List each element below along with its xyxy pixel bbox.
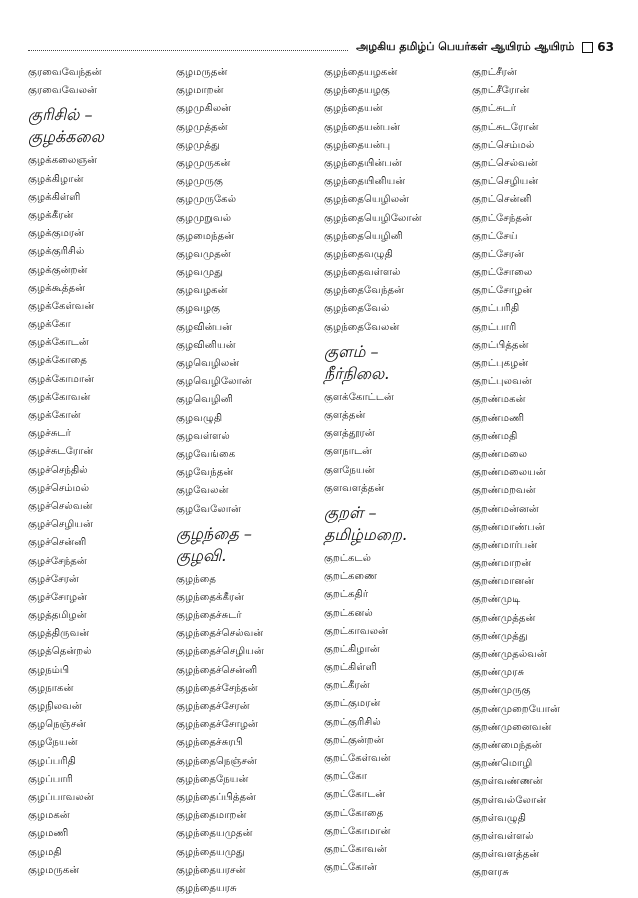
name-entry: குறட்சேய் (472, 230, 518, 242)
section-heading-line: நீர்நிலை. (324, 363, 390, 383)
name-entry: குறட்காவலன் (324, 625, 388, 637)
name-entry: குறட்புகழன் (472, 358, 529, 369)
name-entry: குரவைவேந்தன் (28, 67, 102, 78)
name-entry: குழக்கோன் (28, 410, 81, 421)
name-entry: குறட்சோலை (472, 267, 533, 279)
name-entry: குழப்பாரி (28, 773, 74, 785)
name-entry: குறட்கனல் (324, 607, 373, 619)
name-entry: குறட்குமரன் (324, 698, 381, 710)
name-entry: குழப்பாவலன் (28, 791, 94, 803)
name-entry: குழநேயன் (28, 737, 78, 749)
name-entry: குழத்தமிழன் (28, 610, 87, 622)
name-entry: குழச்சென்னி (28, 537, 87, 549)
section-heading (324, 502, 470, 546)
name-entry: குறட்கேள்வன் (324, 753, 391, 764)
name-entry: குழந்தையன் (324, 103, 383, 115)
dotted-leader (28, 50, 348, 51)
name-entry: குறட்கிள்ளி (324, 662, 377, 674)
name-entry: குழக்குமரன் (28, 228, 85, 240)
name-entry: குழவழுதி (176, 412, 223, 424)
name-entry: குறட்செழியன் (472, 176, 539, 188)
book-title: அழகிய தமிழ்ப் பெயர்கள் ஆயிரம் ஆயிரம் (356, 39, 575, 53)
name-entry: குறட்பித்தன் (472, 339, 529, 351)
section-heading-line: குறள் – (324, 502, 377, 522)
name-entry: குறட்சேரன் (472, 248, 525, 260)
name-entry: குறண்மன்னன் (472, 503, 539, 515)
section-heading-line: குளம் – (324, 341, 379, 361)
name-entry: குழமுத்து (176, 139, 220, 151)
name-entry: குழக்கோ (28, 319, 71, 331)
name-entry: குளவளத்தன் (324, 482, 385, 494)
name-entry: குழவமுது (176, 267, 224, 279)
name-column-3 (324, 64, 470, 874)
name-entry: குழமாறன் (176, 85, 224, 97)
name-entry: குறட்சோழன் (472, 285, 533, 297)
name-entry: குறட்கோடன் (324, 789, 386, 801)
name-entry: குழந்தையழகு (324, 85, 390, 97)
name-entry: குழந்தையின்பன் (324, 157, 402, 169)
name-entry: குறண்மலையன் (472, 467, 546, 479)
name-entry: குழந்தைச்சேந்தன் (176, 682, 258, 694)
name-entry: குழவினியன் (176, 339, 236, 351)
name-entry: குழவேலோன் (176, 503, 242, 515)
name-entry: குழச்சேரன் (28, 573, 79, 585)
name-entry: குழந்தைவேந்தன் (324, 285, 405, 297)
name-entry: குறட்கோதை (324, 807, 384, 819)
name-entry: குழமகன் (28, 810, 70, 822)
name-entry: குறண்மாறன் (472, 558, 532, 570)
name-entry: குழமணி (28, 828, 69, 840)
name-entry: குழக்கேள்வன் (28, 300, 95, 312)
name-entry: குறட்கோவன் (324, 843, 387, 855)
name-entry: குறள்வழுதி (472, 812, 527, 824)
name-entry: குழவள்ளல் (176, 430, 230, 442)
name-entry: குழந்தைச்சுடர் (176, 610, 242, 622)
name-entry: குறட்சீரன் (472, 67, 517, 78)
name-entry: குழந்தைநெஞ்சன் (176, 755, 257, 767)
name-entry: குழச்சுடர் (28, 428, 71, 440)
name-entry: குறட்கீரன் (324, 680, 370, 692)
name-entry: குழவின்பன் (176, 321, 233, 333)
name-entry: குழந்தையழகன் (324, 67, 398, 78)
name-entry: குழந்தைச்சேரன் (176, 701, 250, 712)
name-entry: குறண்மொழி (472, 758, 533, 770)
section-heading-line: குழந்தை – (176, 523, 252, 543)
name-column-4 (472, 64, 618, 879)
name-entry: குறட்புலவன் (472, 376, 532, 388)
name-entry: குறண்மார்பன் (472, 539, 538, 551)
name-entry: குழமுத்தன் (176, 121, 228, 133)
name-entry: குழக்கூத்தன் (28, 282, 86, 294)
name-entry: குழந்தையன்பன் (324, 121, 401, 133)
name-entry: குழந்தைக்கீரன் (176, 591, 245, 603)
name-entry: குழமைந்தன் (176, 230, 235, 242)
name-entry: குழவேந்தன் (176, 467, 234, 479)
name-entry: குழச்சுடரோன் (28, 446, 94, 458)
name-entry: குழந்தைச்சோழன் (176, 719, 258, 731)
name-entry: குறட்கோமான் (324, 825, 391, 837)
name-entry: குழமுகிலன் (176, 103, 232, 115)
name-entry: குழநாகன் (28, 682, 74, 694)
name-entry: குழக்கோவன் (28, 391, 91, 403)
name-entry: குழந்தையினியன் (324, 176, 406, 188)
name-entry: குளக்கோட்டன் (324, 391, 394, 403)
section-heading (28, 104, 174, 148)
name-entry: குழந்தைச்செல்வன் (176, 628, 264, 640)
name-entry: குழக்கீரன் (28, 209, 74, 221)
name-entry: குழந்தைவள்ளல் (324, 267, 401, 279)
name-entry: குழந்தைச்செழியன் (176, 646, 264, 658)
section-heading (176, 523, 322, 567)
name-entry: குறண்முனைவன் (472, 721, 552, 733)
name-entry: குழந்தையெழினி (324, 230, 403, 242)
name-entry: குறண்முத்து (472, 630, 528, 642)
name-entry: குழந்தைப்பித்தன் (176, 791, 257, 803)
name-entry: குழச்செம்மல் (28, 482, 90, 494)
name-entry: குழவழகன் (176, 285, 228, 297)
name-entry: குறட்பாரி (472, 321, 517, 333)
name-entry: குறட்சீரோன் (472, 85, 530, 97)
name-entry: குறளரசு (472, 867, 510, 879)
name-entry: குறள்வண்ணன் (472, 776, 543, 788)
name-entry: குழவெழினி (176, 394, 234, 406)
name-entry: குழநெஞ்சன் (28, 719, 87, 731)
name-entry: குறட்பரிதி (472, 303, 520, 315)
name-entry: குழந்தைவேலன் (324, 321, 400, 333)
name-entry: குழக்குன்றன் (28, 264, 88, 276)
name-entry: குழந்தையன்பு (324, 139, 391, 151)
name-entry: குழந்தை (176, 573, 217, 585)
name-entry: குழச்சேந்தன் (28, 555, 87, 567)
name-entry: குறண்மலை (472, 448, 528, 460)
name-entry: குறட்குன்றன் (324, 734, 384, 746)
name-entry: குறட்கோ (324, 771, 368, 783)
name-entry: குழந்தையமுதன் (176, 828, 253, 840)
name-entry: குழந்தைவேல் (324, 303, 390, 315)
name-entry: குழநிலவன் (28, 701, 82, 712)
name-entry: குழக்குரிசில் (28, 246, 85, 258)
name-entry: குறட்கிழான் (324, 643, 380, 655)
name-entry: குழப்பரிதி (28, 755, 77, 767)
name-entry: குழமுருகு (176, 176, 223, 188)
name-entry: குறட்சுடரோன் (472, 121, 539, 133)
name-entry: குறண்மணி (472, 412, 525, 424)
name-entry: குழச்செல்வன் (28, 500, 93, 512)
name-entry: குழக்கலைஞன் (28, 155, 98, 167)
name-entry: குறட்குரிசில் (324, 716, 381, 728)
name-entry: குழவமுதன் (176, 248, 231, 260)
name-entry: குழச்செந்தில் (28, 464, 88, 476)
name-entry: குறட்கடல் (324, 552, 372, 564)
name-entry: குறண்முரசு (472, 667, 525, 679)
section-heading-line: தமிழ்மறை. (324, 524, 408, 544)
name-entry: குறண்முத்தன் (472, 612, 536, 624)
name-entry: குழந்தைமாறன் (176, 810, 247, 822)
name-entry: குளநேயன் (324, 464, 375, 476)
name-entry: குழமருகன் (28, 864, 80, 876)
name-entry: குறண்மதி (472, 430, 518, 442)
name-entry: குழச்சோழன் (28, 591, 88, 603)
name-entry: குறள்வளத்தன் (472, 849, 540, 861)
name-entry: குழமதி (28, 846, 62, 858)
page-number: 63 (597, 40, 614, 54)
name-entry: குளநாடன் (324, 446, 373, 458)
name-entry: குழக்கிள்ளி (28, 191, 81, 203)
name-entry: குழந்தையரசன் (176, 864, 246, 876)
section-heading (324, 341, 470, 385)
name-entry: குறள்வல்லோன் (472, 794, 547, 806)
name-entry: குழமருதன் (176, 67, 228, 78)
name-entry: குழக்கோதை (28, 355, 88, 367)
name-entry: குழத்திருவன் (28, 628, 90, 640)
page-header (28, 38, 614, 56)
name-entry: குழந்தையரசு (176, 882, 237, 894)
section-heading-line: குழவி. (176, 545, 227, 565)
name-entry: குறட்செல்வன் (472, 157, 538, 169)
name-entry: குழவழகு (176, 303, 221, 315)
name-entry: குழவெழிலோன் (176, 376, 252, 388)
name-entry: குறண்முறையோன் (472, 703, 560, 715)
name-entry: குறட்கோன் (324, 862, 377, 874)
name-entry: குறண்மாண்பன் (472, 521, 545, 533)
name-entry: குளத்தன் (324, 410, 366, 421)
name-entry: குறண்மைந்தன் (472, 739, 542, 751)
name-columns (28, 64, 618, 894)
name-entry: குழவெழிலன் (176, 358, 240, 369)
name-entry: குழவேங்கை (176, 448, 236, 460)
name-entry: குறண்முதல்வன் (472, 649, 547, 660)
name-entry: குழச்செழியன் (28, 519, 94, 531)
name-entry: குறண்மறவன் (472, 485, 536, 497)
name-entry: குறட்கணை (324, 571, 378, 583)
name-entry: குழநம்பி (28, 664, 70, 676)
name-entry: குழந்தையெழிலன் (324, 194, 410, 206)
name-entry: குறள்வள்ளல் (472, 830, 534, 842)
name-entry: குழந்தைச்சுரபி (176, 737, 243, 749)
square-separator-icon (582, 42, 593, 53)
name-entry: குறட்சென்னி (472, 194, 532, 206)
name-entry: குறட்செம்மல் (472, 139, 535, 151)
section-heading-line: குரிசில் – (28, 105, 93, 125)
name-entry: குறட்சேந்தன் (472, 212, 532, 224)
name-entry: குழந்தைவழுதி (324, 248, 393, 260)
name-entry: குழமுருகேல் (176, 194, 237, 206)
name-column-2 (176, 64, 322, 894)
name-entry: குறண்மானன் (472, 576, 535, 588)
name-entry: குழவேலன் (176, 485, 229, 497)
name-entry: குழந்தையெழிலோன் (324, 212, 422, 224)
name-entry: குழக்கிழான் (28, 173, 84, 185)
name-entry: குறண்முருகு (472, 685, 531, 697)
name-entry: குழக்கோடன் (28, 337, 89, 349)
name-entry: குழந்தைச்சென்னி (176, 664, 258, 676)
name-entry: குறட்கதிர் (324, 589, 369, 601)
name-entry: குறண்முடி (472, 594, 521, 606)
name-entry: குரவைவேலன் (28, 85, 97, 97)
name-entry: குளத்தூரன் (324, 428, 375, 440)
name-entry: குழமுறுவல் (176, 212, 232, 224)
name-entry: குறண்மகன் (472, 394, 526, 406)
name-entry: குழந்தைநேயன் (176, 773, 249, 785)
name-entry: குழக்கோமான் (28, 373, 95, 385)
name-entry: குழந்தையமுது (176, 846, 245, 858)
name-entry: குறட்சுடர் (472, 103, 517, 115)
name-entry: குழமுருகன் (176, 157, 231, 169)
name-entry: குழத்தென்றல் (28, 646, 92, 658)
name-column-1 (28, 64, 174, 876)
section-heading-line: குழக்கலை (28, 127, 104, 147)
